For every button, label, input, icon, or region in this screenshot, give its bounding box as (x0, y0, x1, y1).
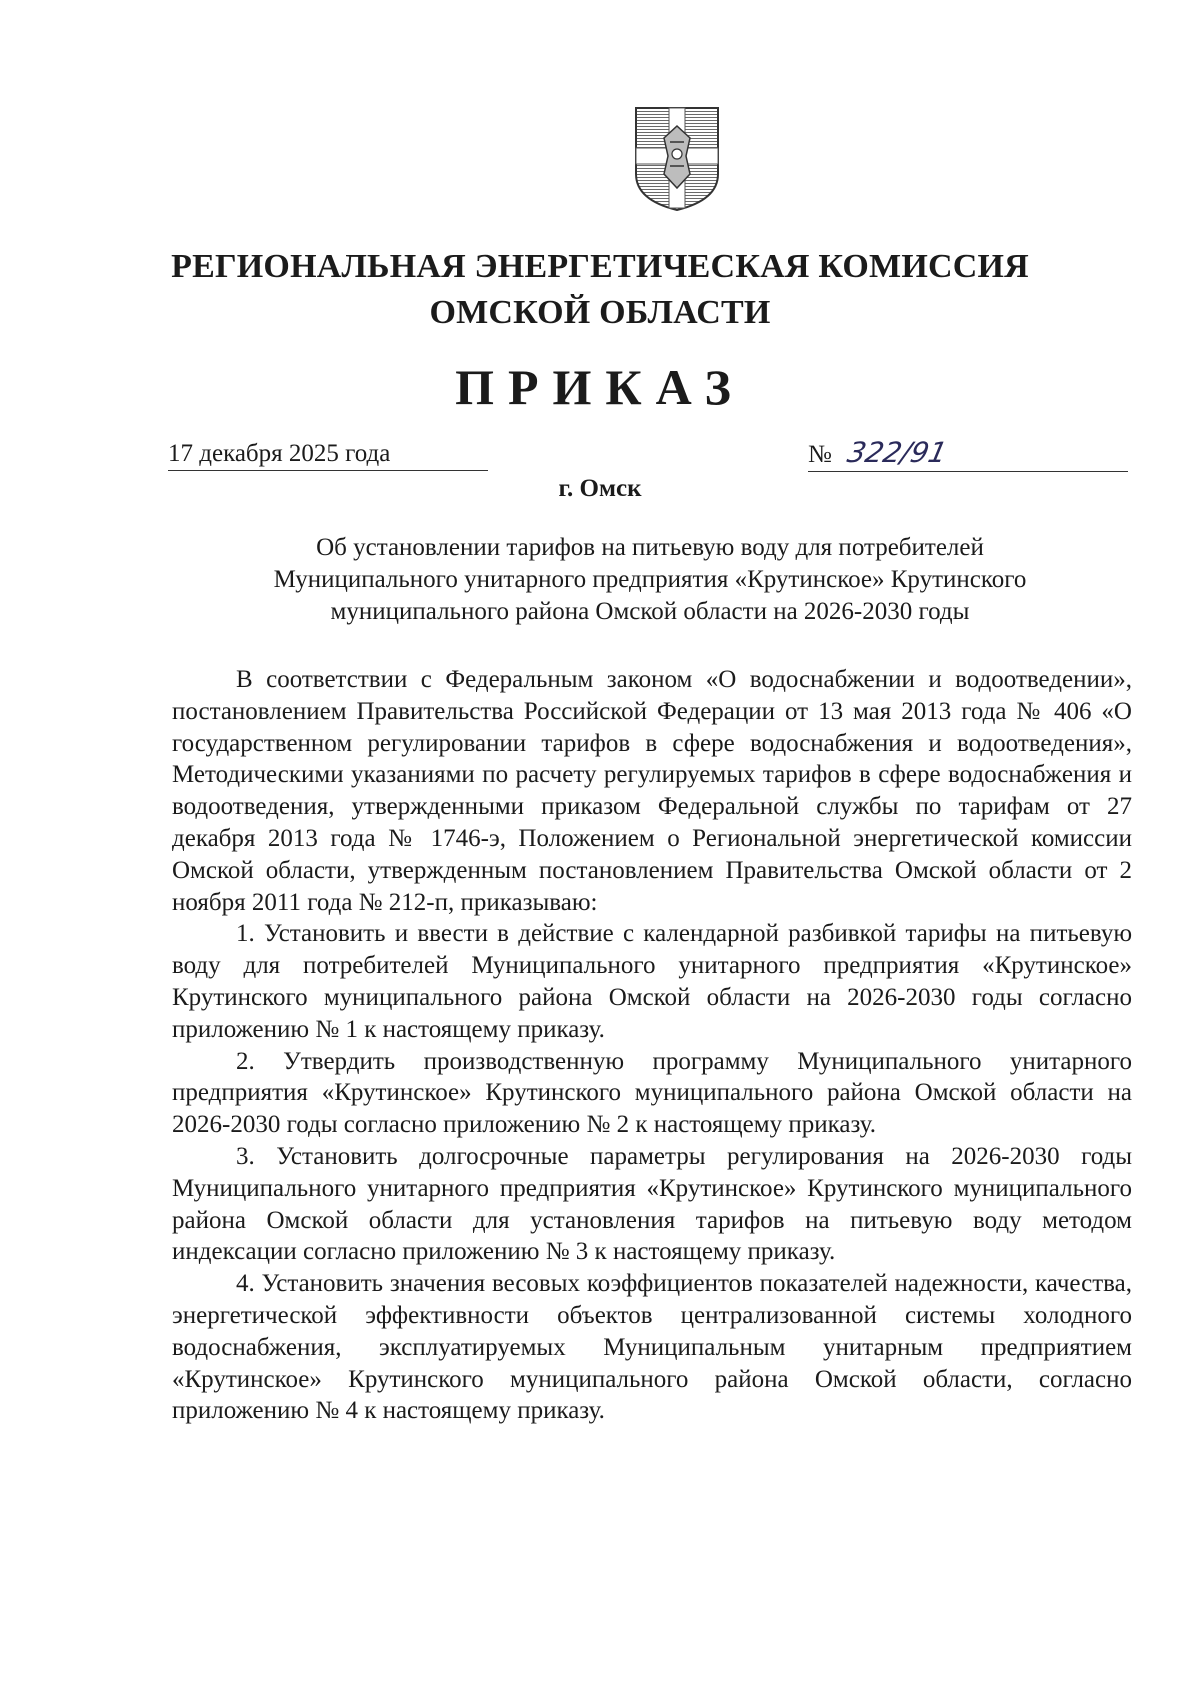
document-subject (170, 532, 1130, 628)
subject-line3: муниципального района Омской области на 2026-2030 годы (330, 598, 970, 625)
order-item-2: 2. Утвердить производственную программу Муниципального унитарного предприятия «Крутинское» Крутинского муниципального района Омской области на 2026-2030 годы согласно приложению № 2 к настоящему приказу. (172, 1047, 1132, 1139)
org-name-line2: ОМСКОЙ ОБЛАСТИ (429, 294, 771, 331)
document-number (808, 436, 1128, 472)
city-label: г. Омск (558, 475, 642, 502)
preamble-paragraph: В соответствии с Федеральным законом «О водоснабжении и водоотведении», постановлением Правительства Российской Федерации от 13 мая 2013 года № 406 «О государственном регулировании тарифов в сфере водоснабжения и водоотведения», Методическими указаниями по расчету регулируемых тарифов в сфере водоснабжения и водоотведения, утвержденными приказом Федеральной службы по тарифам от 27 декабря 2013 года № 1746-э, Положением о Региональной энергетической комиссии Омской области, утвержденным постановлением Правительства Омской области от 2 ноября 2011 года № 212-п, приказываю: (172, 666, 1132, 916)
document-date: 17 декабря 2025 года (168, 440, 488, 471)
document-type-title: ПРИКАЗ (455, 359, 745, 415)
omsk-coat-of-arms-icon (632, 104, 722, 214)
org-name-line1: РЕГИОНАЛЬНАЯ ЭНЕРГЕТИЧЕСКАЯ КОМИССИЯ (171, 248, 1029, 285)
handwritten-number: 322/91 (844, 436, 951, 469)
document-body (172, 664, 1132, 1427)
order-item-1: 1. Установить и ввести в действие с календарной разбивкой тарифы на питьевую воду для потребителей Муниципального унитарного предприятия «Крутинское» Крутинского муниципального района Омской области на 2026-2030 годы согласно приложению № 1 к настоящему приказу. (172, 920, 1132, 1043)
order-item-3: 3. Установить долгосрочные параметры регулирования на 2026-2030 годы Муниципального унитарного предприятия «Крутинское» Крутинского муниципального района Омской области для установления тарифов на питьевую воду методом индексации согласно приложению № 3 к настоящему приказу. (172, 1142, 1132, 1266)
order-item-4: 4. Установить значения весовых коэффициентов показателей надежности, качества, энергетической эффективности объектов централизованной системы холодного водоснабжения, эксплуатируемых Муниципальным унитарным предприятием «Крутинское» Крутинского муниципального района Омской области, согласно приложению № 4 к настоящему приказу. (172, 1270, 1132, 1425)
number-sign: № (808, 441, 832, 468)
subject-line1: Об установлении тарифов на питьевую воду для потребителей (316, 534, 984, 561)
subject-line2: Муниципального унитарного предприятия «Крутинское» Крутинского (273, 566, 1027, 593)
